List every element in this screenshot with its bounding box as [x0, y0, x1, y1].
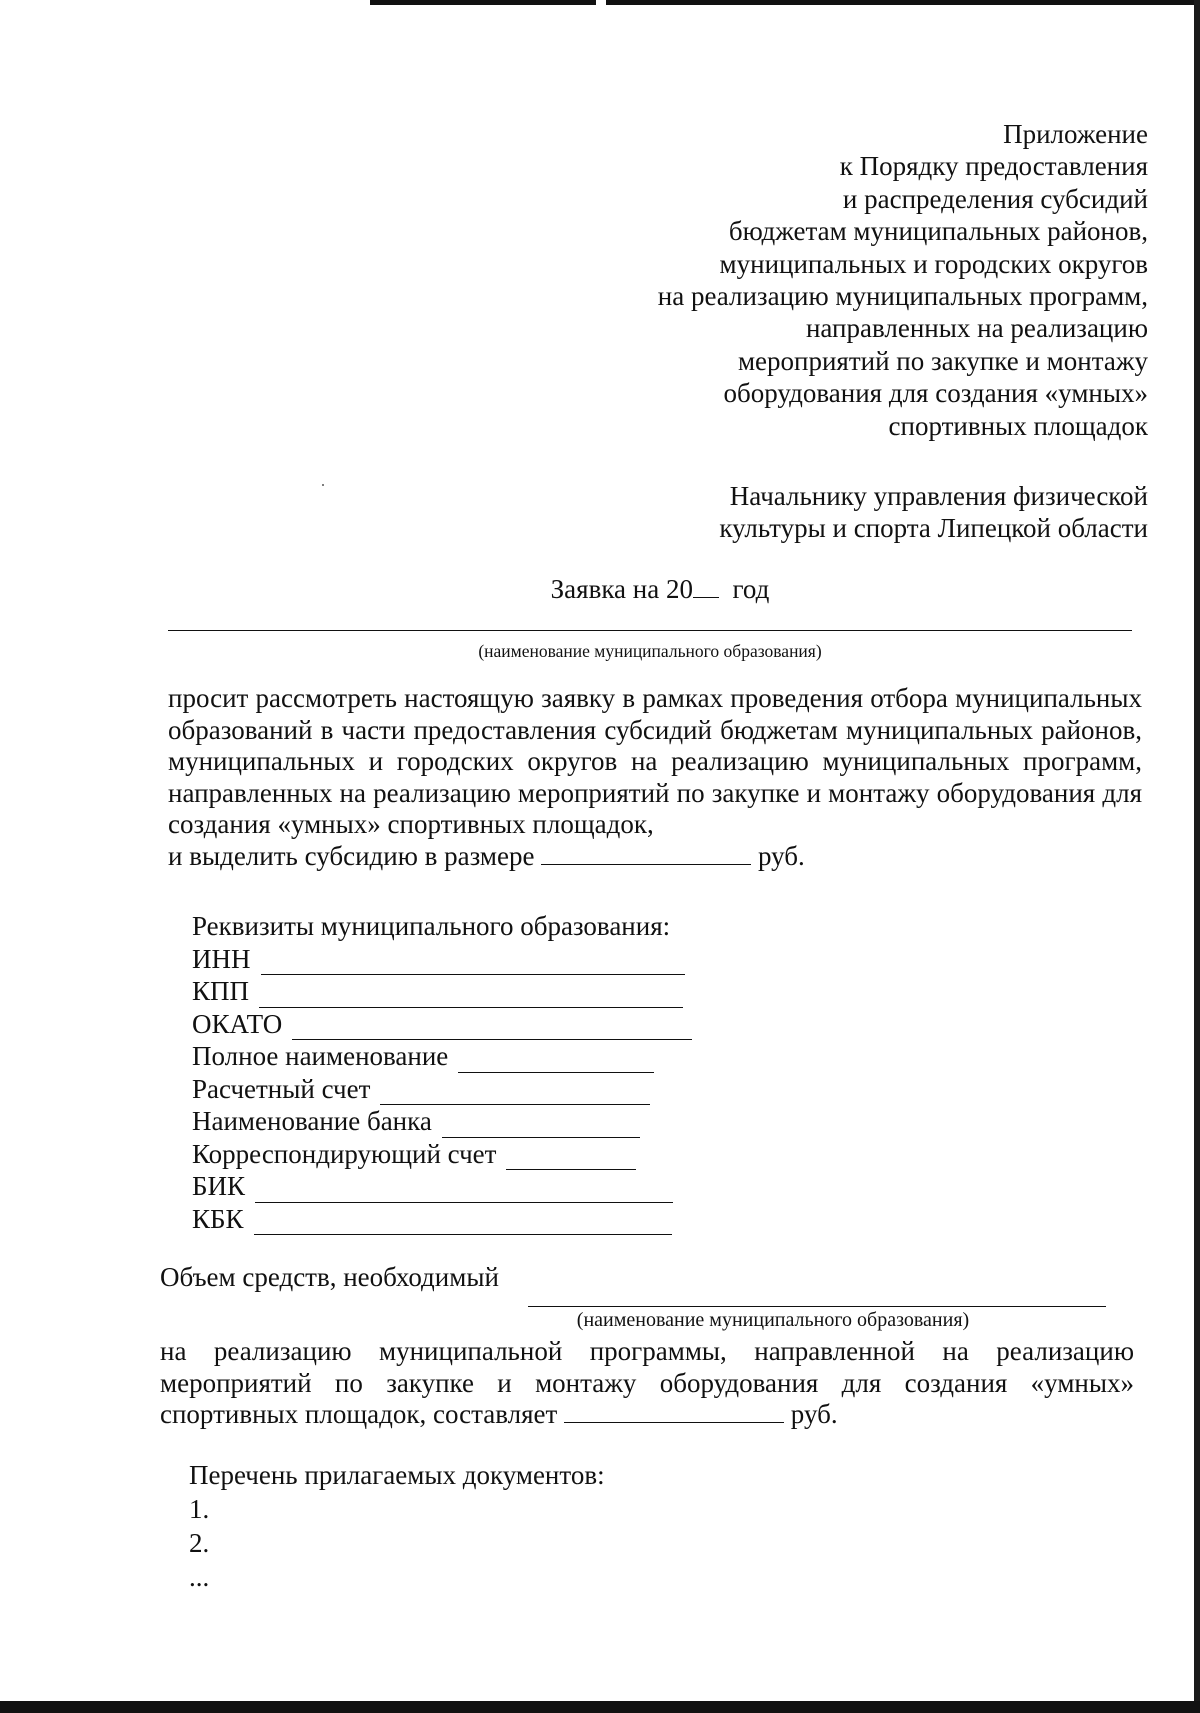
- appendix-line: и распределения субсидий: [842, 183, 1148, 214]
- scan-border-top-left: [370, 0, 596, 5]
- request-paragraph: [168, 683, 1142, 872]
- kbk-field[interactable]: [254, 1212, 672, 1235]
- funds-municipality-line[interactable]: [528, 1306, 1106, 1307]
- document-item: 2.: [189, 1528, 210, 1558]
- requisites-heading-text: Реквизиты муниципального образования:: [192, 911, 671, 941]
- municipality-name-line[interactable]: [168, 630, 1132, 631]
- requisite-row: [192, 1040, 692, 1073]
- okato-field[interactable]: [292, 1017, 692, 1040]
- documents-list: [189, 1458, 605, 1594]
- settlement-account-field[interactable]: [380, 1082, 650, 1105]
- funds-amount-blank[interactable]: [564, 1402, 784, 1423]
- requisite-label: ОКАТО: [192, 1008, 283, 1039]
- documents-heading: Перечень прилагаемых документов:: [189, 1460, 605, 1490]
- funds-prefix-line: [160, 1262, 499, 1293]
- addressee-block: [719, 480, 1148, 545]
- requisite-row: [192, 975, 692, 1008]
- funds-paragraph: [160, 1336, 1134, 1431]
- requisite-label: Расчетный счет: [192, 1073, 371, 1104]
- requisite-label: Наименование банка: [192, 1106, 432, 1136]
- addressee-line: культуры и спорта Липецкой области: [719, 513, 1148, 544]
- requisite-row: [192, 943, 692, 976]
- municipality-caption: (наименование муниципального образования): [478, 641, 822, 661]
- document-item: 1.: [189, 1494, 210, 1524]
- subsidy-unit: руб.: [757, 840, 805, 871]
- appendix-line: к Порядку предоставления: [839, 151, 1148, 182]
- bank-name-field[interactable]: [442, 1115, 640, 1138]
- appendix-line: мероприятий по закупке и монтажу: [737, 345, 1148, 376]
- appendix-header: [658, 118, 1148, 442]
- appendix-line: направленных на реализацию: [805, 313, 1148, 344]
- scan-border-right: [1194, 0, 1200, 1713]
- requisite-row: [192, 1170, 692, 1203]
- requisite-label: ИНН: [192, 943, 251, 974]
- title-suffix: год: [732, 574, 770, 604]
- appendix-line: на реализацию муниципальных программ,: [657, 281, 1148, 312]
- subsidy-amount-blank[interactable]: [541, 844, 751, 865]
- scan-border-top-right: [606, 0, 1200, 5]
- appendix-line: спортивных площадок: [888, 410, 1148, 441]
- appendix-line: оборудования для создания «умных»: [723, 378, 1148, 409]
- requisite-label: Корреспондирующий счет: [192, 1138, 497, 1169]
- funds-unit: руб.: [790, 1399, 838, 1429]
- requisite-row: [192, 1008, 692, 1041]
- kpp-field[interactable]: [259, 985, 683, 1008]
- request-text: просит рассмотреть настоящую заявку в рамках проведения отбора муниципальных образований в части предоставления субсидий бюджетам муниципальных районов, муниципальных и городских округов на реализацию муниципальных программ, направленных на реализацию мероприятий по закупке и монтажу оборудования для создания «умных» спортивных площадок,: [168, 683, 1142, 839]
- requisite-label: КПП: [192, 976, 250, 1006]
- addressee-line: Начальнику управления физической: [729, 481, 1148, 511]
- requisites-heading: [192, 910, 692, 943]
- subsidy-prefix: и выделить субсидию в размере: [168, 840, 535, 871]
- appendix-line: бюджетам муниципальных районов,: [728, 216, 1148, 247]
- funds-text: на реализацию муниципальной программы, направленной на реализацию мероприятий по закупке и монтажу оборудования для создания «умных» спортивных площадок, составляет: [160, 1336, 1134, 1429]
- requisite-row: [192, 1073, 692, 1106]
- year-blank[interactable]: [693, 577, 719, 598]
- full-name-field[interactable]: [458, 1050, 654, 1073]
- requisite-label: Полное наименование: [192, 1041, 449, 1071]
- requisite-label: КБК: [192, 1203, 244, 1234]
- requisites-block: [192, 910, 692, 1235]
- correspondent-account-field[interactable]: [506, 1147, 636, 1170]
- document-item: ...: [189, 1562, 210, 1592]
- requisite-row: [192, 1203, 692, 1236]
- title-prefix: Заявка на 20: [550, 574, 693, 604]
- funds-prefix: Объем средств, необходимый: [160, 1262, 499, 1292]
- appendix-line: муниципальных и городских округов: [719, 248, 1148, 279]
- document-title: [0, 574, 1200, 605]
- scan-border-bottom: [0, 1701, 1200, 1713]
- scan-speck: [322, 484, 324, 486]
- requisite-label: БИК: [192, 1171, 246, 1201]
- funds-caption: (наименование муниципального образования): [576, 1309, 970, 1331]
- bik-field[interactable]: [255, 1180, 673, 1203]
- appendix-line: Приложение: [1003, 119, 1148, 149]
- requisite-row: [192, 1138, 692, 1171]
- inn-field[interactable]: [261, 952, 685, 975]
- requisite-row: [192, 1105, 692, 1138]
